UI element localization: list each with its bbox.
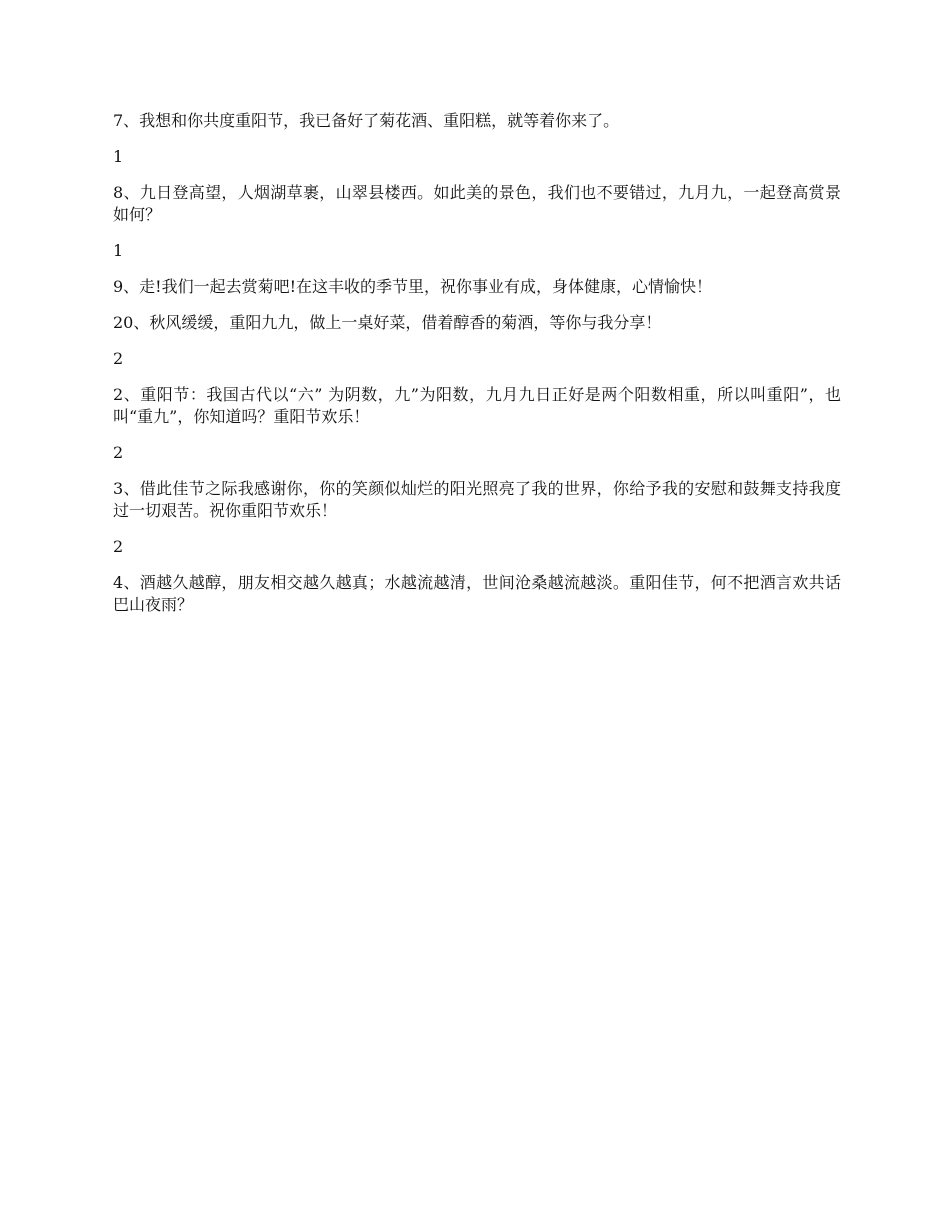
paragraph-20: 20、秋风缓缓，重阳九九，做上一桌好菜，借着醇香的菊酒，等你与我分享！ (113, 313, 662, 332)
paragraph-number: 2 (113, 537, 124, 556)
document-body (113, 110, 841, 630)
paragraph-number: 2 (113, 349, 124, 368)
paragraph-7: 7、我想和你共度重阳节，我已备好了菊花酒、重阳糕，就等着你来了。 (113, 111, 620, 130)
paragraph-number: 1 (113, 147, 124, 166)
paragraph-3: 3、借此佳节之际我感谢你，你的笑颜似灿烂的阳光照亮了我的世界，你给予我的安慰和鼓舞支持我度过一切艰苦。祝你重阳节欢乐！ (113, 479, 841, 520)
paragraph-2: 2、重阳节：我国古代以“六” 为阴数，九”为阳数，九月九日正好是两个阳数相重，所以叫重阳”，也叫“重九”，你知道吗？重阳节欢乐！ (113, 385, 841, 426)
paragraph-8: 8、九日登高望，人烟湖草裹，山翠县楼西。如此美的景色，我们也不要错过，九月九，一起登高赏景如何？ (113, 183, 841, 224)
paragraph-number: 1 (113, 241, 124, 260)
paragraph-4: 4、酒越久越醇，朋友相交越久越真；水越流越清，世间沧桑越流越淡。重阳佳节，何不把酒言欢共话巴山夜雨？ (113, 573, 841, 614)
paragraph-9: 9、走!我们一起去赏菊吧!在这丰收的季节里，祝你事业有成，身体健康，心情愉快！ (113, 277, 713, 296)
paragraph-number: 2 (113, 443, 124, 462)
